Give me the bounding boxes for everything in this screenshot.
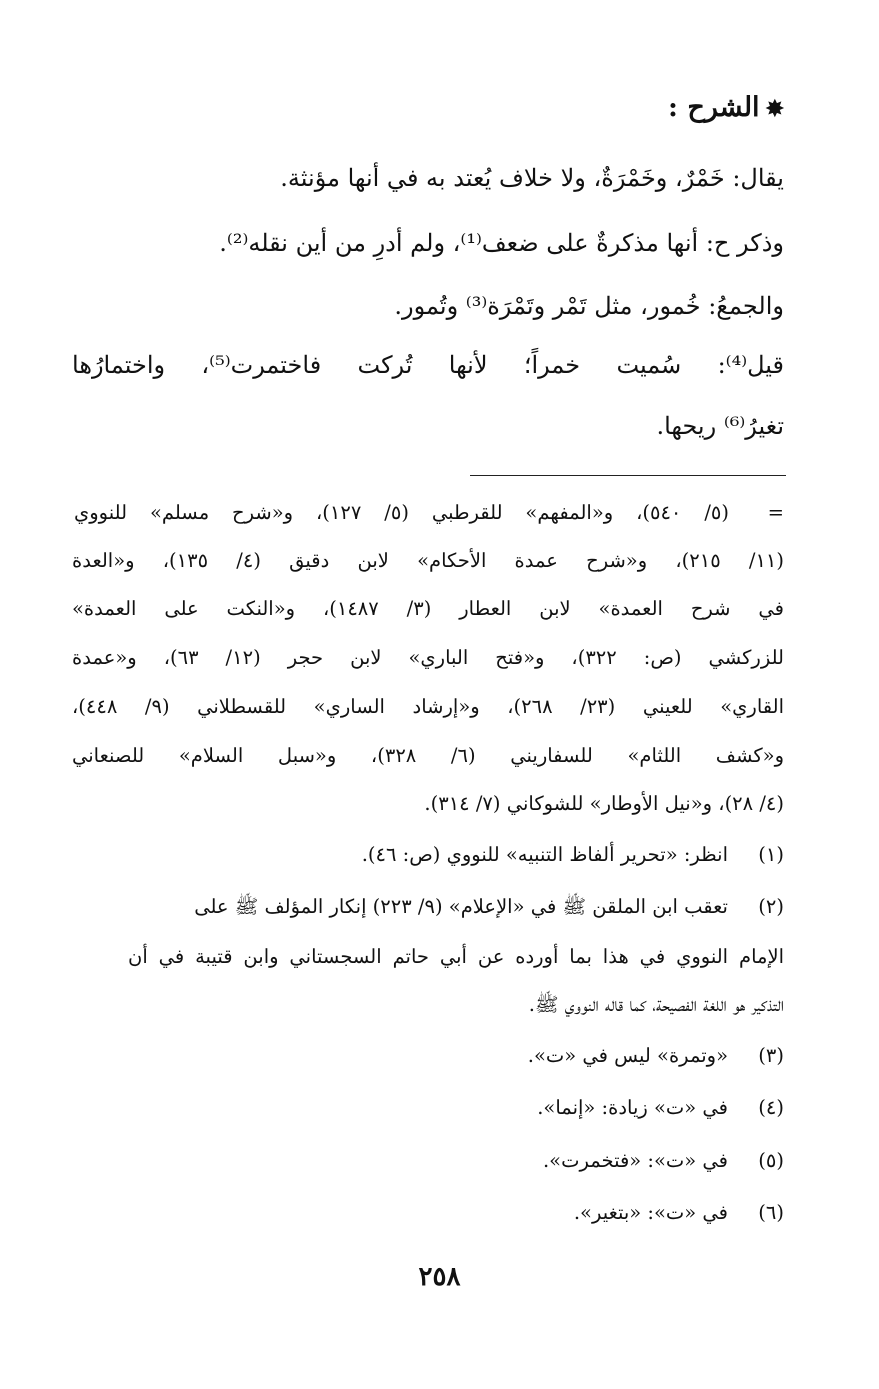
footnote-text: في «ت»: «بتغير».: [573, 1201, 728, 1224]
footnote-1: [362, 842, 784, 867]
footnote-text: في «ت» زيادة: «إنما».: [537, 1096, 728, 1119]
asterisk-mark: ✸: [765, 96, 784, 122]
footnote-2-line-3: التذكير هو اللغة الفصيحة، كما قاله النووي ﷺ.: [528, 993, 784, 1016]
footnote-number: (٤): [758, 1096, 784, 1119]
continuation-line-7: (٤/ ٢٨)، و«نيل الأوطار» للشوكاني (٧/ ٣١٤).: [424, 792, 784, 815]
footnote-3: [528, 1043, 784, 1068]
continuation-line-5: القاري» للعيني (٢٣/ ٢٦٨)، و«إرشاد الساري» للقسطلاني (٩/ ٤٤٨)،: [72, 695, 784, 718]
continuation-line-2: (١١/ ٢١٥)، و«شرح عمدة الأحكام» لابن دقيق (٤/ ١٣٥)، و«العدة: [72, 549, 784, 572]
footnote-5: [543, 1148, 784, 1173]
page-number: ٢٥٨: [418, 1262, 461, 1292]
footnote-number: (٦): [758, 1201, 784, 1224]
footnote-number: (٣): [758, 1044, 784, 1067]
main-text-line-3: والجمعُ: خُمور، مثل تَمْر وتَمْرَة⁽³⁾ وتُمور.: [394, 292, 784, 320]
footnote-number: (٢): [758, 895, 784, 918]
heading-text: الشرح :: [668, 92, 760, 123]
footnote-text: في «ت»: «فتخمرت».: [542, 1149, 728, 1172]
continuation-marker: =: [767, 501, 784, 524]
footnote-number: (١): [758, 843, 784, 866]
footnote-text: «وتمرة» ليس في «ت».: [527, 1044, 728, 1067]
continuation-line-1: (٥/ ٥٤٠)، و«المفهم» للقرطبي (٥/ ١٢٧)، و«شرح مسلم» للنووي: [74, 501, 729, 524]
main-text-line-2: وذكر ح: أنها مذكرةٌ على ضعف⁽¹⁾، ولم أدرِ من أين نقله⁽²⁾.: [219, 229, 784, 257]
footnote-4: [537, 1095, 784, 1120]
section-heading: [668, 92, 784, 123]
continuation-line-3: في شرح العمدة» لابن العطار (٣/ ١٤٨٧)، و«النكت على العمدة»: [72, 597, 784, 620]
footnote-2: [194, 894, 784, 919]
main-text-line-1: يقال: خَمْرٌ، وخَمْرَةٌ، ولا خلاف يُعتد به في أنها مؤنثة.: [280, 164, 784, 192]
footnote-text: انظر: «تحرير ألفاظ التنبيه» للنووي (ص: ٤٦).: [361, 843, 728, 866]
footnote-divider: [470, 475, 786, 476]
continuation-line-6: و«كشف اللثام» للسفاريني (٦/ ٣٢٨)، و«سبل السلام» للصنعاني: [72, 744, 785, 767]
footnote-2-line-2: الإمام النووي في هذا بما أورده عن أبي حاتم السجستاني وابن قتيبة في أن: [128, 945, 784, 968]
continuation-line-4: للزركشي (ص: ٣٢٢)، و«فتح الباري» لابن حجر (١٢/ ٦٣)، و«عمدة: [72, 646, 785, 669]
footnote-text: تعقب ابن الملقن ﷺ في «الإعلام» (٩/ ٢٢٣) إنكار المؤلف ﷺ على: [194, 895, 728, 918]
main-text-line-4: قيل⁽⁴⁾: سُميت خمراً؛ لأنها تُركت فاختمرت⁽⁵⁾، واختمارُها: [72, 351, 784, 379]
footnote-number: (٥): [758, 1149, 784, 1172]
footnote-6: [574, 1200, 784, 1225]
main-text-line-5: تغيرُ⁽⁶⁾ ريحها.: [656, 412, 784, 440]
